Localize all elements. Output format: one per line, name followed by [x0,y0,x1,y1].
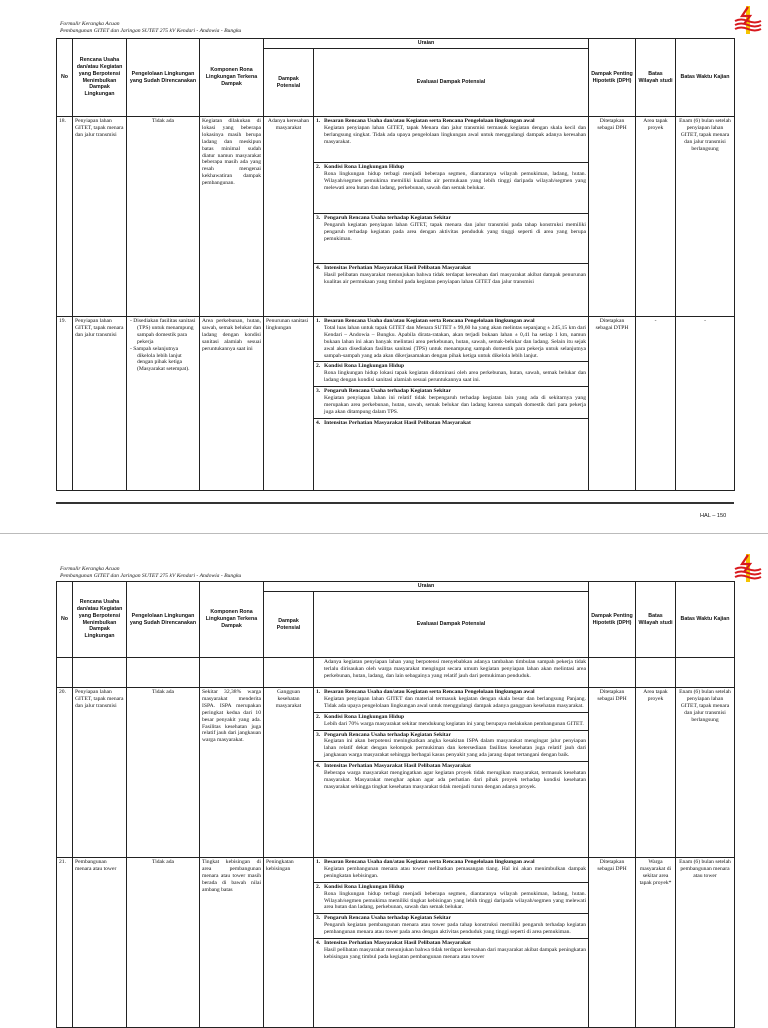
pengelolaan-cell: Tidak ada [127,117,200,317]
table-row [57,117,735,317]
evaluasi-cell [314,858,589,1028]
rencana-cell: Penyiapan lahan GITET, tapak menara dan jalur transmisi [73,688,127,858]
batas-waktu-cell: Enam (6) bulan setelah penyiapan lahan GITET, tapak menara dan jalur transmisi berlangsung [676,117,735,317]
table-row-continuation [57,658,735,688]
header-line-2: Pembangunan GITET dan Jaringan SUTET 275 kV Kendari - Andowia - Bungku [60,28,242,34]
row-number: 18. [57,117,73,317]
dampak-cell: Gangguan kesehatan masyarakat [264,688,314,858]
dph-cell: Ditetapkan sebagai DPH [589,858,636,1028]
evaluation-item: 2. Kondisi Rona Lingkungan Hidup Lebih dari 70% warga masyarakat sekitar mendukung kegiatan ini yang berupaya melakukan pembangunan GITET. [314,713,588,731]
evaluation-item: 3. Pengaruh Rencana Usaha terhadap Kegiatan Sekitar Pengaruh kegiatan penyiapan lahan GITET, tapak menara dan jalur transmisi pada tahap konstruksi memiliki pengaruh terhadap kegiatan pada area dengan aktivitas penduduk yang tinggi seperti di area yang berupa pemukiman. [314,214,588,264]
evaluation-item: 2. Kondisi Rona Lingkungan Hidup Rona lingkungan hidup terbagi menjadi beberapa segmen, diantaranya wilayah pemukiman, ladang, hutan. Wilayah/segmen pemukima memiliki kualitas air permukaan yang lebih tinggi daripada wilayah/segmen yang melewati area hutan dan ladang, perkebunan, sawah dan semak belukar. [314,163,588,214]
continuation-text: Adanya kegiatan penyiapan lahan yang berpotensi menyebabkan adanya tambahan timbulan sampah pekerja tidak terlalu dirisaukan oleh warga masyarakat mengingat secara umum kegiatan penyiapan lahan akan melintasi area perkebunan, hutan, ladang, dan lain sebagainya yang relatif jauh dari pemukiman penduduk. [314,658,589,688]
evaluation-item: 2. Kondisi Rona Lingkungan Hidup Rona lingkungan hidup lokasi tapak kegiatan didominasi oleh area perkebunan, hutan, sawah, semak belukar dan ladang dengan kondisi sanitasi alamiah sesuai peruntukannya saat ini. [314,362,588,387]
col-no: No [57,39,73,117]
document-header [60,566,241,580]
col-dph: Dampak Penting Hipotetik (DPH) [589,582,636,658]
komponen-cell: Tingkat kebisingan di area pembangunan menara atau tower masih berada di bawah nilai ambang batas [200,858,264,1028]
pengelolaan-cell [127,317,200,491]
table-row [57,317,735,491]
evaluation-item: 1. Besaran Rencana Usaha dan/atau Kegiatan serta Rencana Pengelolaan lingkungan awal Kegiatan penyiapan lahan GITET, tapak Menara dan jalur transmisi termasuk kegiatan dengan skala kecil dan berlangsung singkat. Tidak ada upaya pengelolaan lingkungan awal untuk menggulangi dampak adanya keresahan masyarakat. [314,117,588,163]
batas-wilayah-cell: Area tapak proyek [636,688,676,858]
header-line-2: Pembangunan GITET dan Jaringan SUTET 275 kV Kendari - Andowia - Bungku [60,573,242,579]
rencana-cell: Penyiapan lahan GITET, tapak menara dan jalur transmisi [73,317,127,491]
evaluation-item: 2. Kondisi Rona Lingkungan Hidup Rona lingkungan hidup terbagi menjadi beberapa segmen, diantaranya wilayah pemukiman, ladang, hutan. Wilayah/segmen pemukima memiliki tingkat kebisingan yang lebih tinggi daripada wilayah/segmen yang melewati area hutan dan ladang, perkebunan, sawah dan semak belukar. [314,883,588,915]
pln-logo-icon [732,4,764,36]
col-uraian: Uraian [264,582,589,592]
pengelolaan-cell: Tidak ada [127,688,200,858]
table-row [57,688,735,858]
evaluasi-cell [314,317,589,491]
batas-wilayah-cell: Area tapak proyek [636,117,676,317]
dampak-cell: Penurunan sanitasi lingkungan [264,317,314,491]
evaluation-item: 3. Pengaruh Rencana Usaha terhadap Kegiatan Sekitar Kegiatan ini akan berpotensi meningkatkan angka kesakitan ISPA dalam masyarakat mengingat jalur penyiapan lahan relatif dekat dengan kelompok permukiman dan ketersediaan fasilitas kesehatan juga relatif jauh dari jangkauan warga masyarakat sehingga berbagai kasus penyakit yang ada jarang dapat tertangani dengan baik. [314,731,588,763]
evaluation-item: 4. Intensitas Perhatian Masyarakat Hasil Pelibatan Masyarakat [316,419,471,426]
col-pengelolaan: Pengelolaan Lingkungan yang Sudah Direncanakan [127,39,200,117]
dampak-cell: Peningkatan kebisingan [264,858,314,1028]
col-batas-waktu: Batas Waktu Kajian [676,39,735,117]
pengelolaan-cell: Tidak ada [127,858,200,1028]
col-dampak: Dampak Potensial [264,592,314,658]
col-rencana: Rencana Usaha dan/atau Kegiatan yang Berpotensi Menimbulkan Dampak Lingkungan [73,39,127,117]
table-row [57,858,735,1028]
col-komponen: Komponen Rona Lingkungan Terkena Dampak [200,582,264,658]
evaluation-item: 3. Pengaruh Rencana Usaha terhadap Kegiatan Sekitar Pengaruh kegiatan pembangunan menara atau tower pada tahap konstruksi memiliki pengaruh terhadap kegiatan pembangunan menara atau tower pada area dengan aktivitas penduduk yang tinggi seperti di area pemukiman. [314,914,588,939]
col-pengelolaan: Pengelolaan Lingkungan yang Sudah Direncanakan [127,582,200,658]
rencana-cell: Penyiapan lahan GITET, tapak menara dan jalur transmisi [73,117,127,317]
pln-logo-icon [732,552,764,584]
col-dph: Dampak Penting Hipotetik (DPH) [589,39,636,117]
evaluation-item: 1. Besaran Rencana Usaha dan/atau Kegiatan serta Rencana Pengelolaan lingkungan awal Total luas lahan untuk tapak GITET dan Menara SUTET ± 99,60 ha yang akan melintas sepanjang ± 245,15 km dari Kendari – Andowia – Bungku. Apabila dirata-ratakan, akan terjadi bukaan lahan ± 0,41 ha setiap 1 km, namun bukaan lahan ini akan banyak melintasi area perkebunan, hutan, sawah, semak-belukar dan ladang. Selain itu sejak awal akan disediakan fasilitas sanitasi (TPS) untuk menampung sampah domestik para pekerja untuk selanjutnya sampah-sampah yang ada akan dikerjasamakan dengan pihak ketiga untuk dikelola lebih lanjut. [314,317,588,362]
col-evaluasi: Evaluasi Dampak Potensial [314,592,589,658]
batas-wilayah-cell: - [636,317,676,491]
evaluasi-cell [314,117,589,317]
batas-wilayah-cell: Warga masyarakat di sekitar area tapak proyek* [636,858,676,1028]
dph-cell: Ditetapkan sebagai DPH [589,117,636,317]
evaluation-table-page-1 [56,38,735,491]
row-number: 21. [57,858,73,1028]
col-komponen: Komponen Rona Lingkungan Terkena Dampak [200,39,264,117]
evaluation-item: 1. Besaran Rencana Usaha dan/atau Kegiatan serta Rencana Pengelolaan lingkungan awal Kegiatan penyiapan lahan GITET dan material termasuk kegiatan dengan skala besar dan berlangsung Panjang. Tidak ada upaya pengelolaan lingkungan awal untuk menggulangi dampak adanya gangguan kesehatan masyarakat. [314,688,588,713]
col-no: No [57,582,73,658]
document-page-2 [0,548,768,1024]
col-batas-wilayah: Batas Wilayah studi [636,39,676,117]
dph-cell: Ditetapkan sebagai DTPH [589,317,636,491]
page-number: HAL – 150 [700,513,727,519]
row-number: 20. [57,688,73,858]
page-separator [0,533,768,534]
header-line-1: Formulir Kerangka Acuan [60,566,120,572]
row-number: 19. [57,317,73,491]
evaluation-item: 3. Pengaruh Rencana Usaha terhadap Kegiatan Sekitar Kegiatan penyiapan lahan ini relatif tidak berpengaruh terhadap kegiatan lain yang ada di sekitarnya yang merupakan area perkebunan, hutan, sawah, semak belukar dan ladang karena sampah domestik dari para pekerja juga akan ditampung dalam TPS. [314,387,588,419]
dampak-cell: Adanya keresahan masyarakat [264,117,314,317]
batas-waktu-cell: Enam (6) bulan setelah pembangunan menara atau tower [676,858,735,1028]
komponen-cell: Area perkebunan, hutan, sawah, semak belukar dan ladang dengan kondisi sanitasi alamiah sesuai peruntukannya saat ini [200,317,264,491]
batas-waktu-cell: - [676,317,735,491]
document-header [60,21,241,35]
list-item: - Disediakan fasilitas sanitasi (TPS) untuk menampung sampah domestik para pekerja [137,318,197,346]
evaluation-item: 4. Intensitas Perhatian Masyarakat Hasil Pelibatan Masyarakat Hasil pelibatan masyarakat menunjukan bahwa tidak terdapat keresahan dari masyarakat akibat dampak peningkatan kebisingan yang timbul pada kegiatan pembangunan menara atau tower [316,940,586,960]
list-item: - Sampah selanjutnya dikelola lebih lanjut dengan pihak ketiga (Masyarakat setempat). [137,346,197,374]
evaluation-item: 4. Intensitas Perhatian Masyarakat Hasil Pelibatan Masyarakat Beberapa warga masyarakat mengingatkan agar kegiatan proyek tidak merugikan masyarakat, termasuk kesehatan masyarakat. Masyarakat menghar apkan agar ada perhatian dari pihak proyek terhadap kondisi kesehatan masyarakat sehingga tingkat kesehatan masyarakat tidak menjadi turun dengan adanya proyek. [316,763,586,790]
evaluation-table-page-2 [56,581,735,1028]
evaluation-item: 4. Intensitas Perhatian Masyarakat Hasil Pelibatan Masyarakat Hasil pelibatan masyarakat menunjukan bahwa tidak terdapat keresahan dari masyarakat akibat dampak penurunan kualitas air permukaan yang timbul pada kegiatan penyiapan lahan GITET dan jalur transmisi [316,265,586,285]
batas-waktu-cell: Enam (6) bulan setelah penyiapan lahan GITET, tapak menara dan jalur transmisi berlangsung [676,688,735,858]
footer-rule [56,502,734,504]
komponen-cell: Sekitar 32,38% warga masyarakat menderita ISPA. ISPA merupakan peringkat kedua dari 10 besar penyakit yang ada. Fasilitas kesehatan juga relatif jauh dari jangkauan warga masyarakat. [200,688,264,858]
evaluasi-cell [314,688,589,858]
col-rencana: Rencana Usaha dan/atau Kegiatan yang Berpotensi Menimbulkan Dampak Lingkungan [73,582,127,658]
col-evaluasi: Evaluasi Dampak Potensial [314,49,589,117]
header-line-1: Formulir Kerangka Acuan [60,21,120,27]
evaluation-item: 1. Besaran Rencana Usaha dan/atau Kegiatan serta Rencana Pengelolaan lingkungan awal Kegiatan pembangunan menara atau tower melibatkan pemasangan tiang. Hal ini akan menimbulkan dampak peningkatan kebisingan. [314,858,588,883]
dph-cell: Ditetapkan sebagai DPH [589,688,636,858]
komponen-cell: Kegiatan dilakukan di lokasi yang beberapa lokasinya masih berupa ladang dan meskipun batas minimal sudah diatur namun masyarakat beberapa masih ada yang resah mengenai kekhawatiran dampak pembangunan. [200,117,264,317]
col-batas-waktu: Batas Waktu Kajian [676,582,735,658]
col-batas-wilayah: Batas Wilayah studi [636,582,676,658]
rencana-cell: Pembangunan menara atau tower [73,858,127,1028]
col-dampak: Dampak Potensial [264,49,314,117]
col-uraian: Uraian [264,39,589,49]
